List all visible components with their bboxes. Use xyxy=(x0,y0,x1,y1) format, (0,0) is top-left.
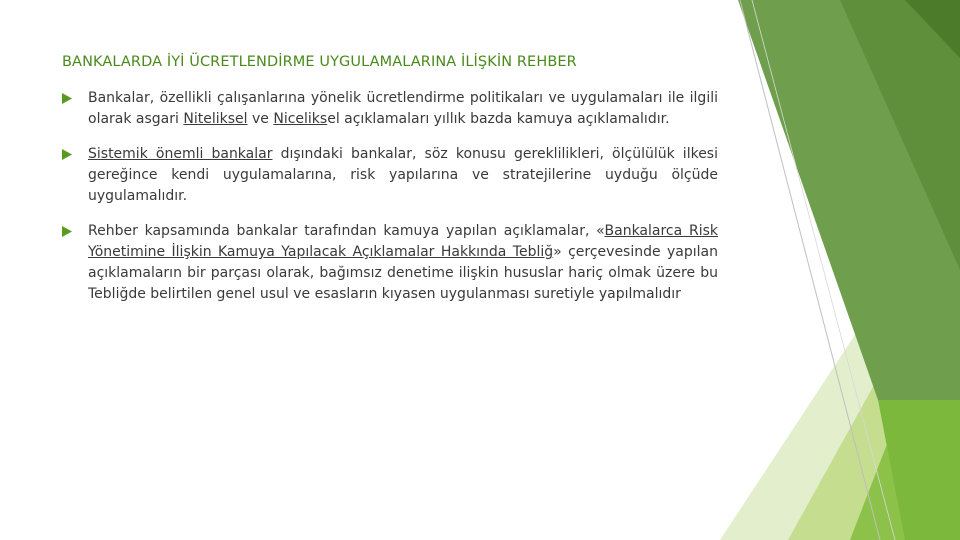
bullet-3-text-2: » çerçevesinde yapılan açıklamaların bir parçası olarak, bağımsız denetime ilişkin hususlar hariç olmak üzere bu Tebliğde belirtilen genel usul ve esasların kıyasen uygulanması suretiyle yapılmalıdır xyxy=(88,244,718,302)
triangle-bullet-icon xyxy=(62,226,72,237)
bullet-1-underlined-niceliks: Niceliks xyxy=(273,111,328,127)
bullet-3-underlined-teblig: Bankalarca Risk Yönetimine İlişkin Kamuya Yapılacak Açıklamalar Hakkında Tebliğ xyxy=(88,223,718,260)
bullet-1-text-3: el açıklamaları yıllık bazda kamuya açıklamalıdır. xyxy=(327,111,670,127)
bullet-item-1 xyxy=(62,88,718,130)
triangle-bullet-icon xyxy=(62,149,72,160)
bullet-list xyxy=(62,88,718,319)
slide-title: BANKALARDA İYİ ÜCRETLENDİRME UYGULAMALARINA İLİŞKİN REHBER xyxy=(62,54,577,70)
bullet-1-text-1: Bankalar, özellikli çalışanlarına yönelik ücretlendirme politikaları ve uygulamaları ile ilgili olarak asgari xyxy=(88,90,718,127)
triangle-bullet-icon xyxy=(62,93,72,104)
bullet-3-text-1: Rehber kapsamında bankalar tarafından kamuya yapılan açıklamalar, « xyxy=(88,223,605,239)
bullet-1-text-2: ve xyxy=(247,111,274,127)
bullet-1-underlined-niteliksel: Niteliksel xyxy=(183,111,248,127)
bullet-2-underlined-sistemik: Sistemik önemli bankalar xyxy=(88,146,273,162)
bullet-item-2 xyxy=(62,144,718,207)
bullet-2-text-1: dışındaki bankalar, söz konusu gereklilikleri, ölçülülük ilkesi gereğince kendi uygulamalarına, risk yapılarına ve stratejilerine uyduğu ölçüde uygulamalıdır. xyxy=(88,146,718,204)
bullet-item-3 xyxy=(62,221,718,305)
